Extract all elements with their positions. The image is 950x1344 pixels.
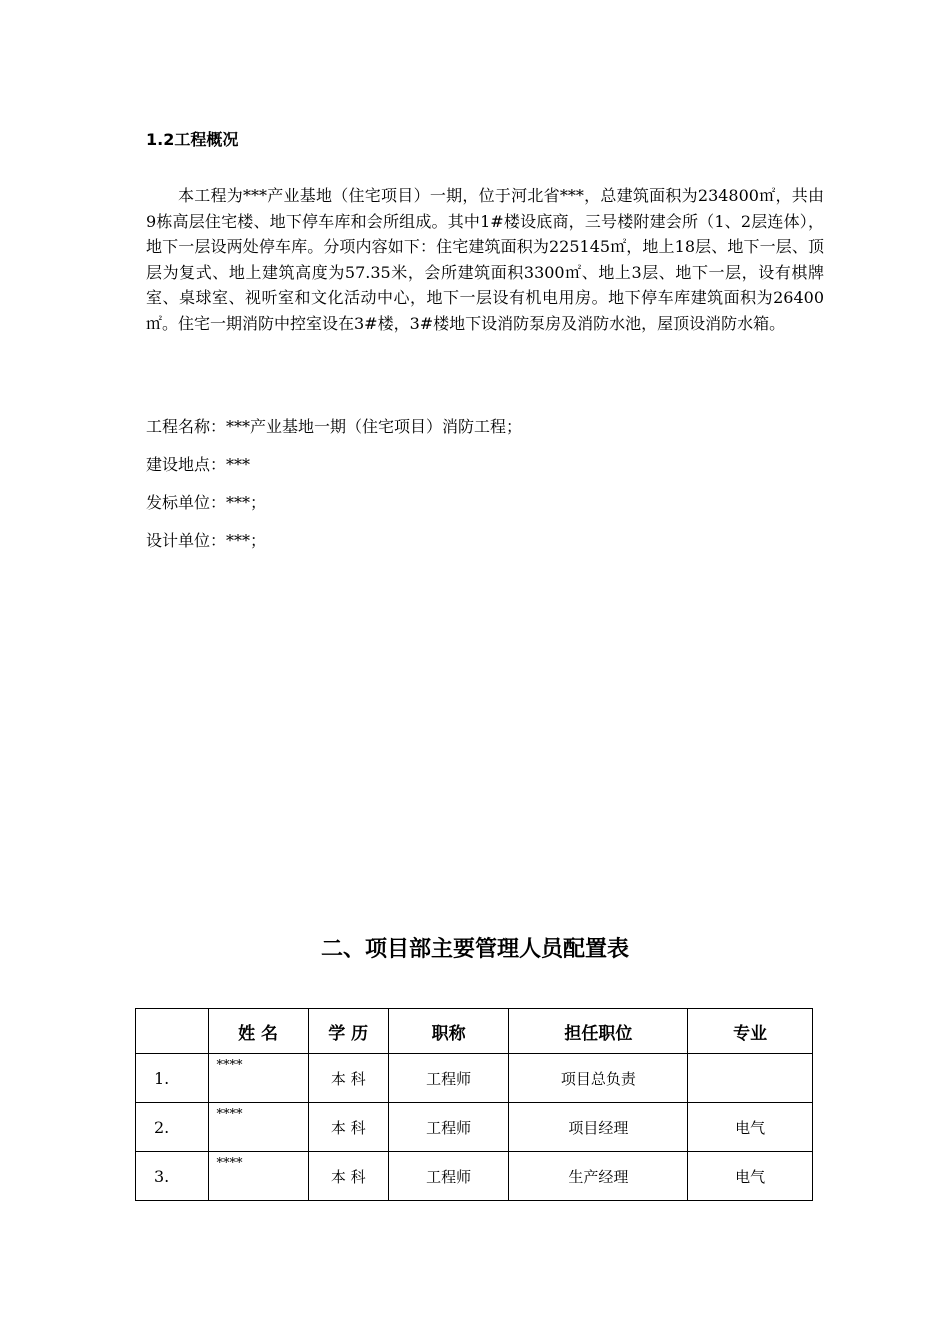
row-education: 本 科 <box>308 1152 388 1201</box>
row-major: 电气 <box>688 1152 813 1201</box>
header-no <box>136 1009 209 1054</box>
row-number: 3. <box>136 1152 209 1201</box>
header-title: 职称 <box>388 1009 509 1054</box>
row-name: **** <box>208 1152 308 1201</box>
row-title: 工程师 <box>388 1103 509 1152</box>
row-education: 本 科 <box>308 1054 388 1103</box>
project-overview-paragraph: 本工程为***产业基地（住宅项目）一期，位于河北省***，总建筑面积为234800㎡，共由9栋高层住宅楼、地下停车库和会所组成。其中1#楼设底商，三号楼附建会所（1、2层连体），地下一层设两处停车库。分项内容如下：住宅建筑面积为225145㎡，地上18层、地下一层、顶层为复式、地上建筑高度为57.35米，会所建筑面积3300㎡、地上3层、地下一层，设有棋牌室、桌球室、视听室和文化活动中心，地下一层设有机电用房。地下停车库建筑面积为26400㎡。住宅一期消防中控室设在3#楼，3#楼地下设消防泵房及消防水池，屋顶设消防水箱。 <box>146 186 824 333</box>
table-row <box>136 1054 813 1103</box>
section-heading: 1.2工程概况 <box>146 130 239 149</box>
designer-line: 设计单位：***； <box>146 531 267 550</box>
header-position: 担任职位 <box>509 1009 688 1054</box>
header-education: 学 历 <box>308 1009 388 1054</box>
row-position: 生产经理 <box>509 1152 688 1201</box>
issuer-line: 发标单位：***； <box>146 493 267 512</box>
staff-table <box>135 1008 813 1201</box>
table-header-row <box>136 1009 813 1054</box>
row-name: **** <box>208 1054 308 1103</box>
row-major: 电气 <box>688 1103 813 1152</box>
header-major: 专业 <box>688 1009 813 1054</box>
row-number: 2. <box>136 1103 209 1152</box>
row-title: 工程师 <box>388 1152 509 1201</box>
project-name-line: 工程名称：***产业基地一期（住宅项目）消防工程； <box>146 417 523 436</box>
row-education: 本 科 <box>308 1103 388 1152</box>
row-position: 项目经理 <box>509 1103 688 1152</box>
row-title: 工程师 <box>388 1054 509 1103</box>
row-position: 项目总负责 <box>509 1054 688 1103</box>
location-line: 建设地点：*** <box>146 455 251 474</box>
table-row <box>136 1152 813 1201</box>
table-row <box>136 1103 813 1152</box>
header-name: 姓 名 <box>208 1009 308 1054</box>
table-title: 二、项目部主要管理人员配置表 <box>320 937 629 962</box>
row-major <box>688 1054 813 1103</box>
row-number: 1. <box>136 1054 209 1103</box>
row-name: **** <box>208 1103 308 1152</box>
